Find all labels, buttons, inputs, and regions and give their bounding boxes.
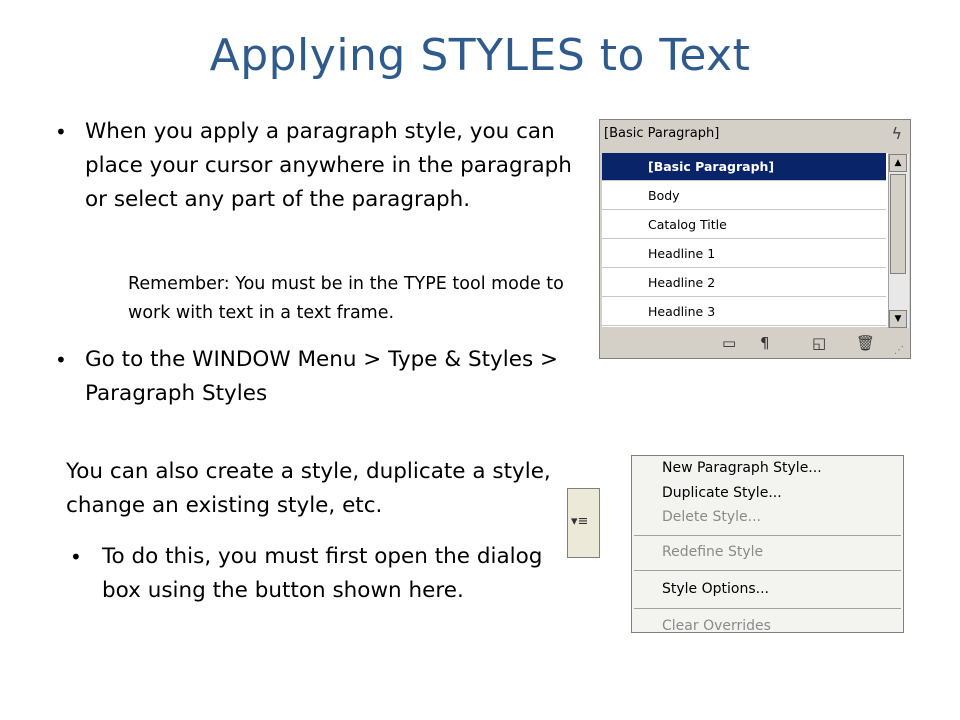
menu-item-new-paragraph-style[interactable]: New Paragraph Style... [662, 460, 822, 476]
bullet-text: To do this, you must first open the dialog box using the button shown here. [102, 544, 543, 603]
note-text: Remember: You must be in the TYPE tool mode to work with text in a text frame. [128, 274, 564, 323]
new-style-icon[interactable]: ◱ [812, 334, 827, 352]
panel-footer [600, 328, 910, 358]
folder-icon[interactable]: ▭ [722, 334, 737, 352]
bullet-text: When you apply a paragraph style, you can place your cursor anywhere in the paragraph or select any part of the paragraph. [85, 119, 572, 212]
styles-scrollbar[interactable] [888, 154, 909, 328]
page-title: Applying STYLES to Text [209, 30, 751, 81]
bullet-item-3 [70, 540, 570, 608]
style-item[interactable]: Headline 2 [602, 269, 886, 297]
paragraph-styles-panel [599, 119, 911, 359]
panel-header: [Basic Paragraph] [604, 126, 720, 141]
bullet-list-2 [55, 343, 585, 411]
menu-item-delete-style: Delete Style... [662, 509, 761, 525]
style-item[interactable]: Catalog Title [602, 211, 886, 239]
menu-separator [634, 570, 901, 571]
bullet-item-1 [55, 115, 585, 217]
bullet-dot: • [55, 120, 67, 144]
menu-separator [634, 608, 901, 609]
panel-menu-button[interactable] [567, 488, 600, 558]
bullet-list [55, 115, 585, 217]
styles-list [602, 153, 888, 327]
menu-item-style-options[interactable]: Style Options... [662, 581, 769, 597]
scroll-thumb[interactable] [890, 174, 906, 274]
style-item[interactable]: Headline 1 [602, 240, 886, 268]
menu-item-duplicate-style[interactable]: Duplicate Style... [662, 485, 782, 501]
body-paragraph: You can also create a style, duplicate a style, change an existing style, etc. [66, 459, 551, 518]
scroll-up-icon[interactable]: ▲ [889, 154, 907, 172]
bullet-dot: • [70, 545, 82, 569]
panel-menu-icon: ▾≡ [571, 514, 589, 529]
bullet-text: Go to the WINDOW Menu > Type & Styles > Paragraph Styles [85, 347, 559, 406]
style-item[interactable]: Body [602, 182, 886, 210]
resize-grip-icon[interactable]: ⋰ [894, 345, 904, 356]
lightning-icon[interactable]: ϟ [891, 124, 902, 143]
style-item[interactable]: Headline 3 [602, 298, 886, 326]
panel-context-menu [631, 455, 904, 633]
pilcrow-icon[interactable]: ¶ [760, 334, 770, 352]
bullet-item-2 [55, 343, 585, 411]
menu-item-redefine-style: Redefine Style [662, 544, 764, 560]
style-item[interactable]: [Basic Paragraph] [602, 153, 886, 181]
menu-separator [634, 535, 901, 536]
sub-bullet [70, 540, 570, 608]
bullet-dot: • [55, 348, 67, 372]
trash-icon[interactable]: 🗑 [856, 334, 876, 352]
scroll-down-icon[interactable]: ▼ [889, 310, 907, 328]
menu-item-clear-overrides: Clear Overrides [662, 618, 771, 633]
